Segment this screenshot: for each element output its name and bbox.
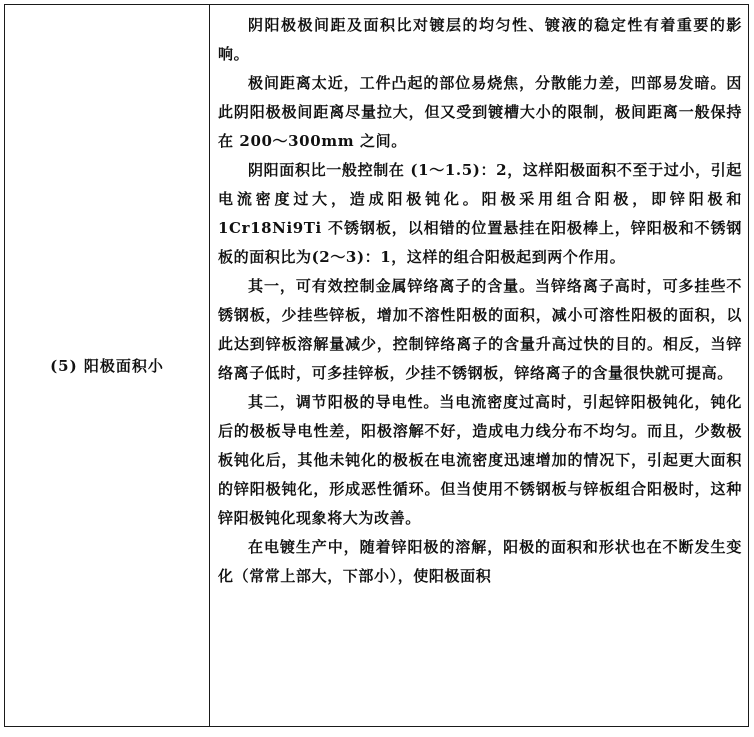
row-label-cell [5, 5, 210, 726]
row-content-cell [210, 5, 748, 726]
paragraph: 其一，可有效控制金属锌络离子的含量。当锌络离子高时，可多挂些不锈钢板，少挂些锌板，增加不溶性阳极的面积，减小可溶性阳极的面积，以此达到锌板溶解量减少，控制锌络离子的含量升高过快的目的。相反，当锌络离子低时，可多挂锌板，少挂不锈钢板，锌络离子的含量很快就可提高。 [218, 277, 742, 382]
row-label: (5) 阳极面积小 [50, 357, 164, 375]
paragraph: 其二，调节阳极的导电性。当电流密度过高时，引起锌阳极钝化，钝化后的极板导电性差，阳极溶解不好，造成电力线分布不均匀。而且，少数极板钝化后，其他未钝化的极板在电流密度迅速增加的情况下，引起更大面积的锌阳极钝化，形成恶性循环。但当使用不锈钢板与锌板组合阳极时，这种锌阳极钝化现象将大为改善。 [218, 393, 742, 527]
paragraph: 阴阳面积比一般控制在 (1～1.5)：2，这样阳极面积不至于过小，引起电流密度过大，造成阳极钝化。阳极采用组合阳极，即锌阳极和 1Cr18Ni9Ti 不锈钢板，以相错的位置悬挂在阳极棒上，锌阳极和不锈钢板的面积比为(2～3)：1，这样的组合阳极起到两个作用。 [218, 161, 742, 266]
paragraph: 极间距离太近，工件凸起的部位易烧焦，分散能力差，凹部易发暗。因此阴阳极极间距离尽量拉大，但又受到镀槽大小的限制，极间距离一般保持在 200～300mm 之间。 [218, 74, 742, 150]
paragraph: 阴阳极极间距及面积比对镀层的均匀性、镀液的稳定性有着重要的影响。 [218, 16, 742, 63]
content-table [4, 4, 749, 727]
paragraph: 在电镀生产中，随着锌阳极的溶解，阳极的面积和形状也在不断发生变化（常常上部大，下部小），使阳极面积 [218, 538, 742, 585]
